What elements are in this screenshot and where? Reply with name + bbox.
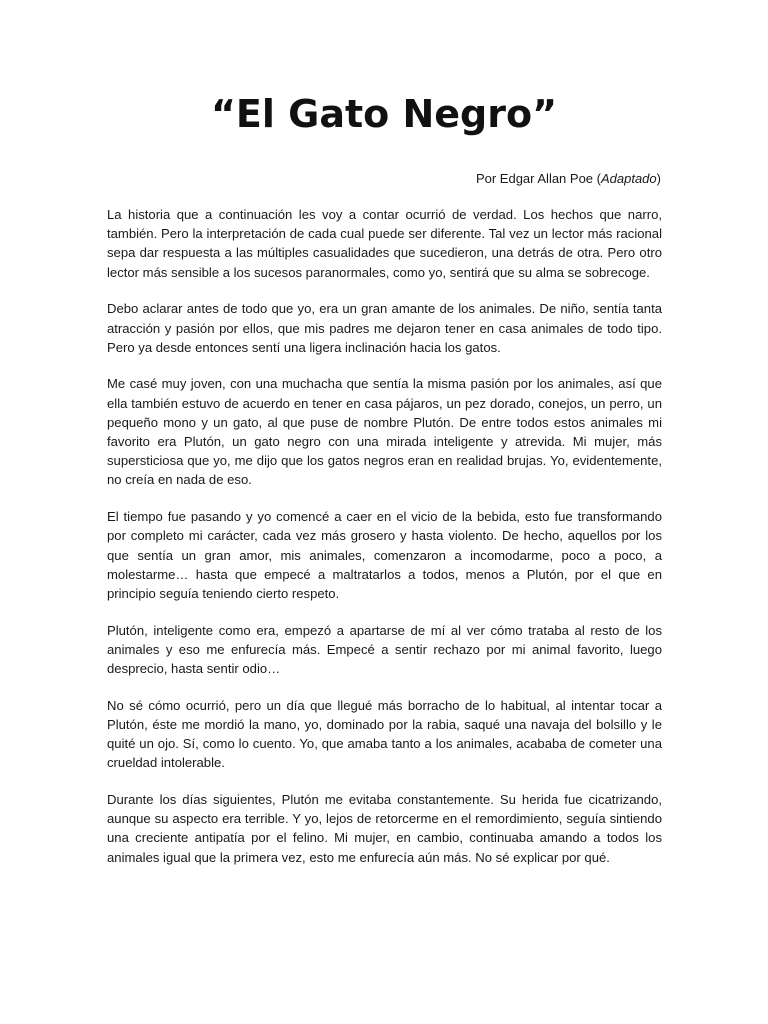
paragraph: Debo aclarar antes de todo que yo, era un gran amante de los animales. De niño, sentía tanta atracción y pasión por ellos, que mis padres me dejaron tener en casa animales de todo tipo. Pero ya desde entonces sentí una ligera inclinación hacia los gatos. bbox=[107, 301, 662, 355]
paragraph: La historia que a continuación les voy a contar ocurrió de verdad. Los hechos que narro, también. Pero la interpretación de cada cual puede ser diferente. Tal vez un lector más racional sepa dar respuesta a las múltiples casualidades que sucedieron, una detrás de otra. Pero otro lector más sensible a los sucesos paranormales, como yo, sentirá que su alma se sobrecoge. bbox=[107, 207, 662, 280]
byline-adapted: Adaptado bbox=[600, 171, 657, 186]
document-title: “El Gato Negro” bbox=[210, 92, 558, 136]
paragraph: Durante los días siguientes, Plutón me evitaba constantemente. Su herida fue cicatrizando, aunque su aspecto era terrible. Y yo, lejos de retorcerme en el remordimiento, seguía sintiendo una creciente antipatía por el felino. Mi mujer, en cambio, continuaba amando a todos los animales igual que la primera vez, esto me enfurecía aún más. No sé explicar por qué. bbox=[107, 792, 662, 865]
paragraph: Plutón, inteligente como era, empezó a apartarse de mí al ver cómo trataba al resto de los animales y eso me enfurecía más. Empecé a sentir rechazo por mi animal favorito, luego desprecio, hasta sentir odio… bbox=[107, 622, 662, 677]
byline-suffix: ) bbox=[656, 171, 661, 186]
paragraph: Me casé muy joven, con una muchacha que sentía la misma pasión por los animales, así que ella también estuvo de acuerdo en tener en casa pájaros, un pez dorado, conejos, un perro, un pequeño mono y un gato, al que puse de nombre Plutón. De entre todos estos animales mi favorito era Plutón, un gato negro con una mirada inteligente y atrevida. Mi mujer, más supersticiosa que yo, me dijo que los gatos negros eran en realidad brujas. Yo, evidentemente, no creía en nada de eso. bbox=[107, 376, 662, 488]
paragraph: No sé cómo ocurrió, pero un día que llegué más borracho de lo habitual, al intentar tocar a Plutón, éste me mordió la mano, yo, dominado por la rabia, saqué una navaja del bolsillo y le quité un ojo. Sí, como lo cuento. Yo, que amaba tanto a los animales, acababa de cometer una crueldad intolerable. bbox=[107, 697, 662, 771]
author-byline bbox=[476, 171, 661, 186]
paragraph: El tiempo fue pasando y yo comencé a caer en el vicio de la bebida, esto fue transformando por completo mi carácter, cada vez más grosero y hasta violento. De hecho, aquellos por los que sentía un gran amor, mis animales, comenzaron a incomodarme, poco a poco, a molestarme… hasta que empecé a maltratarlos a todos, menos a Plutón, por el que en principio seguía teniendo cierto respeto. bbox=[107, 509, 662, 601]
byline-prefix: Por Edgar Allan Poe ( bbox=[475, 171, 601, 186]
story-body bbox=[107, 205, 662, 884]
